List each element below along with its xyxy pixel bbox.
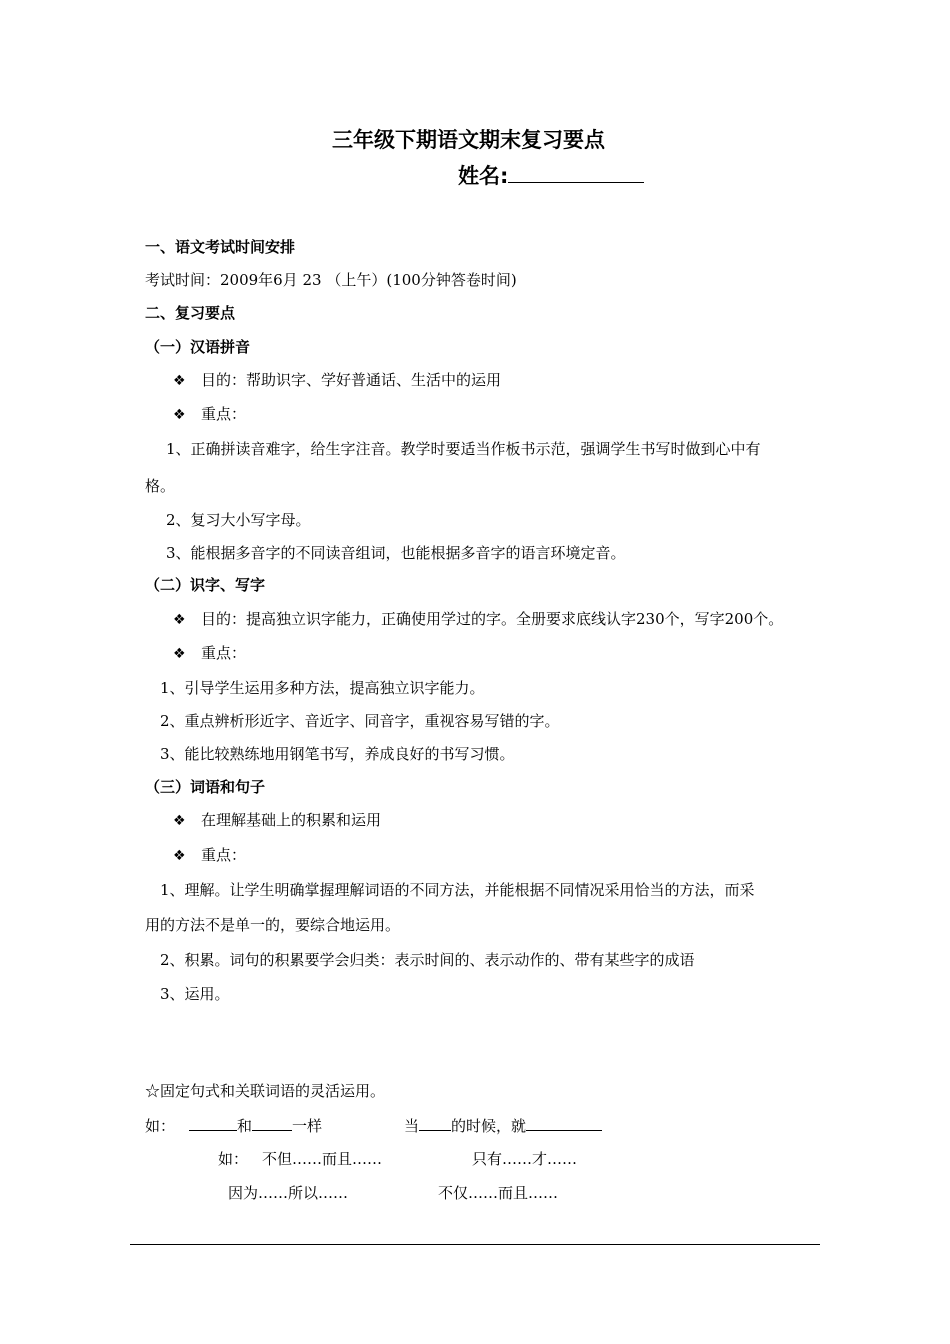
part1-item-1: 1、正确拼读音难字，给生字注音。教学时要适当作板书示范，强调学生书写时做到心中有 [166,440,761,458]
bullet-diamond-icon: ❖ [173,646,186,662]
part1-item-2: 2、复习大小写字母。 [166,511,311,529]
pattern-word-he: 和 [237,1117,253,1135]
name-field [458,160,644,190]
footer-divider [130,1244,820,1245]
blank-3[interactable] [419,1115,451,1131]
section2-heading: 二、复习要点 [145,304,236,322]
part3-item-2: 2、积累。词句的积累要学会归类：表示时间的、表示动作的、带有某些字的成语 [160,951,695,969]
part3-heading: （三）词语和句子 [145,778,266,796]
pattern-row-2-prefix: 如： [218,1150,249,1168]
pattern-row-1b [404,1115,602,1136]
name-label: 姓名: [458,164,509,188]
blank-1[interactable] [189,1115,237,1131]
name-blank[interactable] [508,161,644,183]
bullet-diamond-icon: ❖ [173,612,186,628]
pattern-row-2b: 只有……才…… [472,1150,578,1168]
bullet-diamond-icon: ❖ [173,373,186,389]
part3-purpose: ❖ 在理解基础上的积累和运用 [173,811,382,829]
part2-item-2: 2、重点辨析形近字、音近字、同音字，重视容易写错的字。 [160,712,560,730]
bullet-diamond-icon: ❖ [173,813,186,829]
page-title: 三年级下期语文期末复习要点 [332,128,605,152]
blank-2[interactable] [252,1115,292,1131]
part1-item-3: 3、能根据多音字的不同读音组词，也能根据多音字的语言环境定音。 [166,544,626,562]
part2-key: ❖ 重点： [173,644,247,662]
part1-item-1-cont: 格。 [145,477,176,495]
part1-purpose: ❖ 目的：帮助识字、学好普通话、生活中的运用 [173,371,502,389]
part2-purpose: ❖ 目的：提高独立识字能力，正确使用学过的字。全册要求底线认字230个，写字200个。 [173,610,784,628]
pattern-row-1 [145,1115,322,1136]
pattern-row-1-prefix: 如： [145,1117,176,1135]
blank-4[interactable] [526,1115,602,1131]
part3-item-1-cont: 用的方法不是单一的，要综合地运用。 [145,916,401,934]
part1-key: ❖ 重点： [173,405,247,423]
patterns-intro: ☆固定句式和关联词语的灵活运用。 [145,1082,386,1100]
pattern-row-3a: 因为……所以…… [228,1184,349,1202]
bullet-diamond-icon: ❖ [173,848,186,864]
part1-heading: （一）汉语拼音 [145,338,251,356]
part2-item-3: 3、能比较熟练地用钢笔书写，养成良好的书写习惯。 [160,745,515,763]
exam-time: 考试时间：2009年6月 23 （上午）(100分钟答卷时间) [145,271,517,289]
pattern-word-dang: 当 [404,1117,420,1135]
pattern-row-2a: 不但……而且…… [262,1150,383,1168]
pattern-word-yiyang: 一样 [292,1117,323,1135]
part2-heading: （二）识字、写字 [145,576,266,594]
pattern-row-3b: 不仅……而且…… [438,1184,559,1202]
part3-item-1: 1、理解。让学生明确掌握理解词语的不同方法，并能根据不同情况采用恰当的方法，而采 [160,881,755,899]
part2-item-1: 1、引导学生运用多种方法，提高独立识字能力。 [160,679,485,697]
pattern-word-shihou: 的时候，就 [451,1117,527,1135]
bullet-diamond-icon: ❖ [173,407,186,423]
section1-heading: 一、语文考试时间安排 [145,238,296,256]
part3-key: ❖ 重点： [173,846,247,864]
part3-item-3: 3、运用。 [160,985,230,1003]
